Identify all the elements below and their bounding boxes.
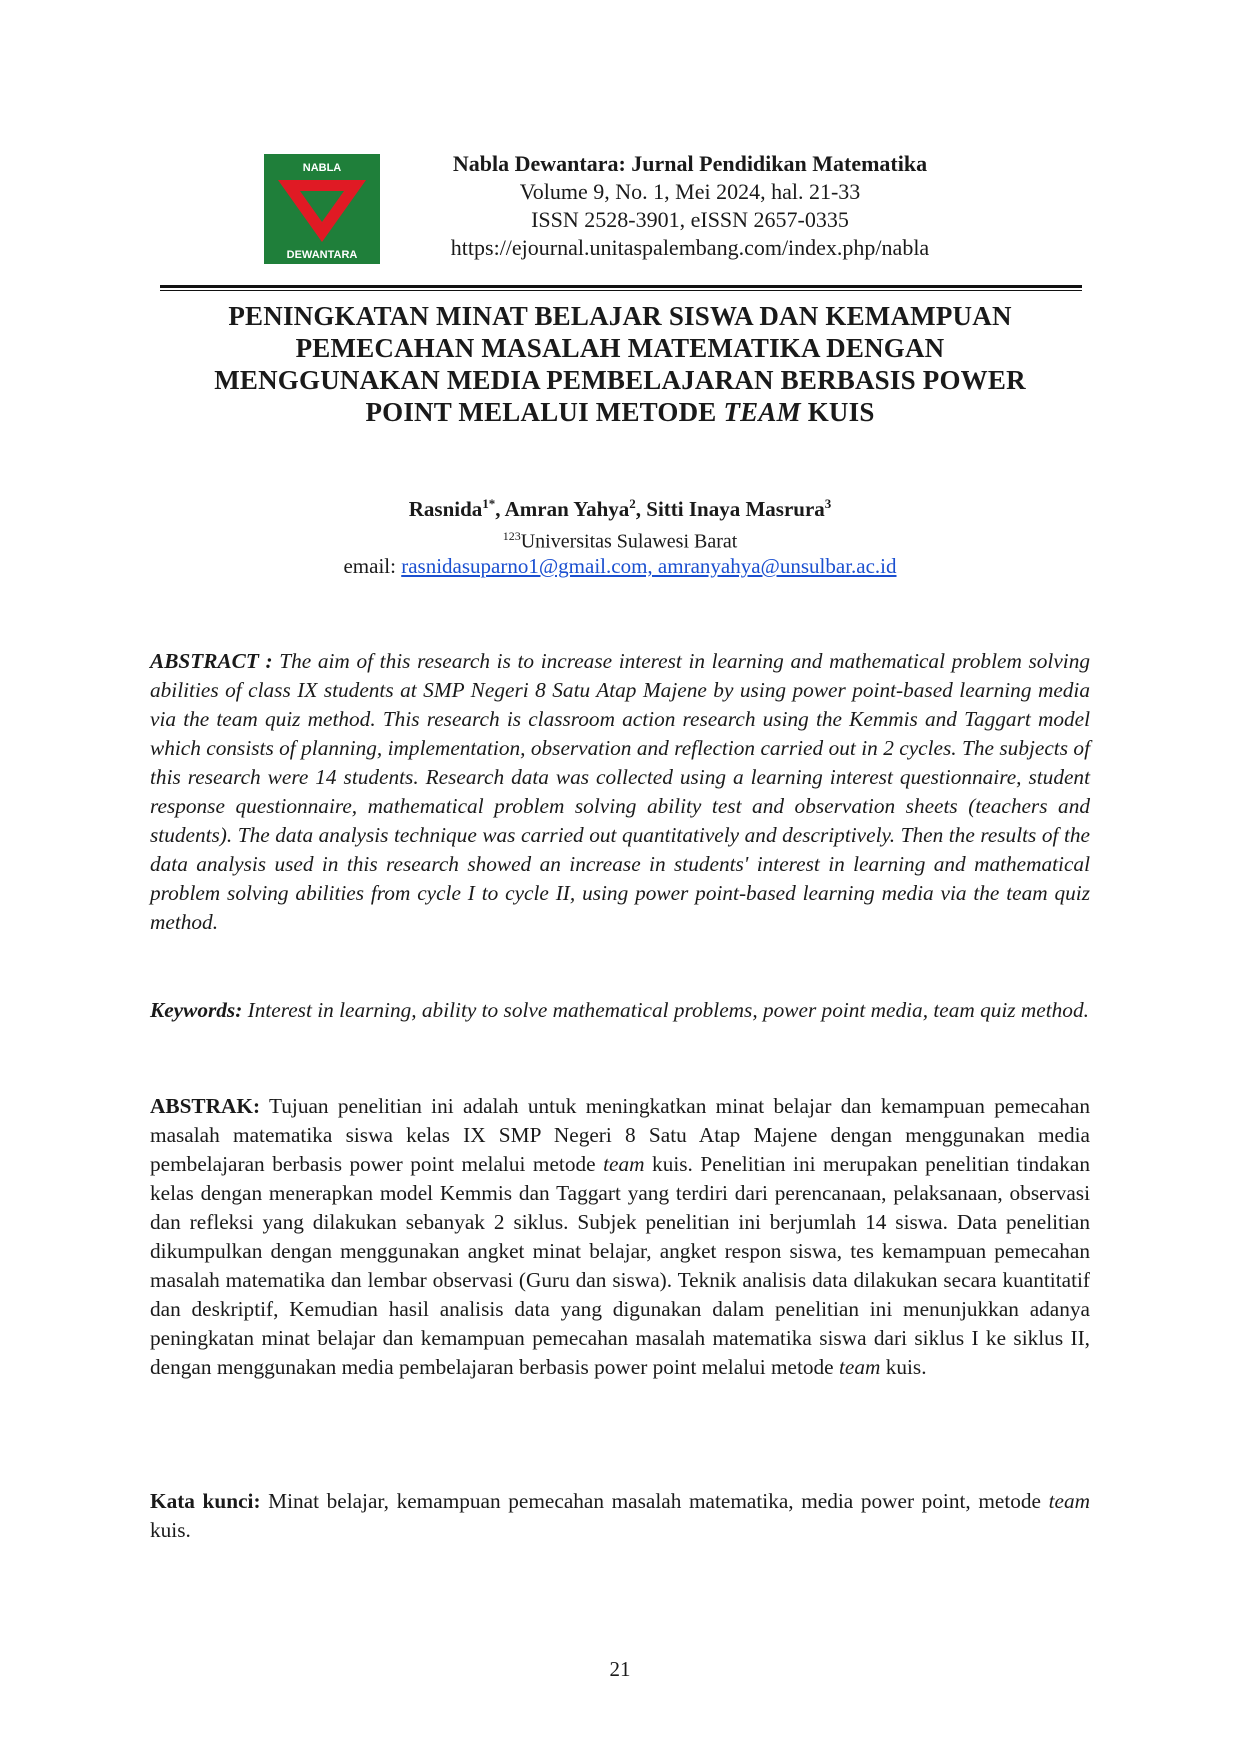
title-line-3: MENGGUNAKAN MEDIA PEMBELAJARAN BERBASIS POWER [214,365,1026,395]
keywords-indonesian [150,1487,1090,1545]
keywords-id-label: Kata kunci: [150,1489,261,1513]
abstract-en-text: The aim of this research is to increase interest in learning and mathematical problem solving abilities of class IX students at SMP Negeri 8 Satu Atap Majene by using power point-based learning media via the team quiz method. This research is classroom action research using the Kemmis and Taggart model which consists of planning, implementation, observation and reflection carried out in 2 cycles. The subjects of this research were 14 students. Research data was collected using a learning interest questionnaire, student response questionnaire, mathematical problem solving ability test and observation sheets (teachers and students). The data analysis technique was carried out quantitatively and descriptively. Then the results of the data analysis used in this research showed an increase in students' interest in learning and mathematical problem solving abilities from cycle I to cycle II, using power point-based learning media via the team quiz method. [150,649,1090,934]
header-rule-thin [160,290,1082,291]
keywords-id-italic: team [1048,1489,1091,1513]
title-line-4 [170,396,1070,428]
keywords-id-text-2: kuis. [150,1518,191,1542]
journal-info [400,150,980,262]
affiliation-text: Universitas Sulawesi Barat [520,530,738,553]
journal-issn: ISSN 2528-3901, eISSN 2657-0335 [531,207,849,232]
keywords-en-label: Keywords: [150,998,243,1022]
email-links[interactable]: rasnidasuparno1@gmail.com, amranyahya@unsulbar.ac.id [401,554,897,578]
author-2: Amran Yahya [504,497,630,521]
author-3: Sitti Inaya Masrura [646,497,825,521]
title-line-4-post: KUIS [800,397,875,427]
journal-volume: Volume 9, No. 1, Mei 2024, hal. 21-33 [519,179,861,204]
email-label: email: [343,554,402,578]
abstract-id-text-2: kuis. Penelitian ini merupakan penelitian tindakan kelas dengan menerapkan model Kemmis dan Taggart yang terdiri dari perencanaan, pelaksanaan, observasi dan refleksi yang dilakukan sebanyak 2 siklus. Subjek penelitian ini berjumlah 14 siswa. Data penelitian dikumpulkan dengan menggunakan angket minat belajar, angket respon siswa, tes kemampuan pemecahan masalah matematika dan lembar observasi (Guru dan siswa). Teknik analisis data dilakukan secara kuantitatif dan deskriptif, Kemudian hasil analisis data yang digunakan dalam penelitian ini menunjukkan adanya peningkatan minat belajar dan kemampuan pemecahan masalah matematika siswa dari siklus I ke siklus II, dengan menggunakan media pembelajaran berbasis power point melalui metode [150,1152,1090,1379]
abstract-english [150,647,1090,937]
abstract-indonesian [150,1092,1090,1382]
paper-title [170,300,1070,428]
title-line-4-pre: POINT MELALUI METODE [365,397,724,427]
abstract-id-text-3: kuis. [880,1355,927,1379]
author-sep-1: , [495,497,505,521]
affiliation-sup: 123 [502,529,521,543]
keywords-english [150,996,1090,1025]
journal-url: https://ejournal.unitaspalembang.com/index.php/nabla [450,235,930,260]
title-line-1: PENINGKATAN MINAT BELAJAR SISWA DAN KEMAMPUAN [228,301,1012,331]
title-line-4-italic: TEAM [723,397,801,427]
author-1: Rasnida [408,497,483,521]
author-emails [170,552,1070,580]
author-1-sup: 1* [482,496,496,511]
author-list [170,490,1070,523]
keywords-id-text-1: Minat belajar, kemampuan pemecahan masalah matematika, media power point, metode [260,1489,1049,1513]
abstract-id-italic-1: team [603,1152,645,1176]
header-rule-thick [160,285,1082,288]
logo-text-top: NABLA [302,162,342,174]
abstract-id-text-1: Tujuan penelitian ini adalah untuk meningkatkan minat belajar dan kemampuan pemecahan masalah matematika siswa kelas IX SMP Negeri 8 Satu Atap Majene dengan menggunakan media pembelajaran berbasis power point melalui metode [150,1094,1090,1176]
abstract-id-italic-2: team [838,1355,881,1379]
logo-graphic [264,154,380,264]
author-sep-2: , [635,497,647,521]
page-number: 21 [609,1657,631,1681]
logo-text-bottom: DEWANTARA [286,249,358,261]
author-2-sup: 2 [629,496,636,511]
author-3-sup: 3 [824,496,832,511]
abstract-en-label: ABSTRACT : [150,649,273,673]
journal-logo [264,154,380,264]
affiliation [170,523,1070,555]
keywords-en-text: Interest in learning, ability to solve mathematical problems, power point media, team quiz method. [242,998,1089,1022]
abstract-id-label: ABSTRAK: [150,1094,261,1118]
journal-name: Nabla Dewantara: Jurnal Pendidikan Matematika [452,151,928,176]
title-line-2: PEMECAHAN MASALAH MATEMATIKA DENGAN [295,333,945,363]
